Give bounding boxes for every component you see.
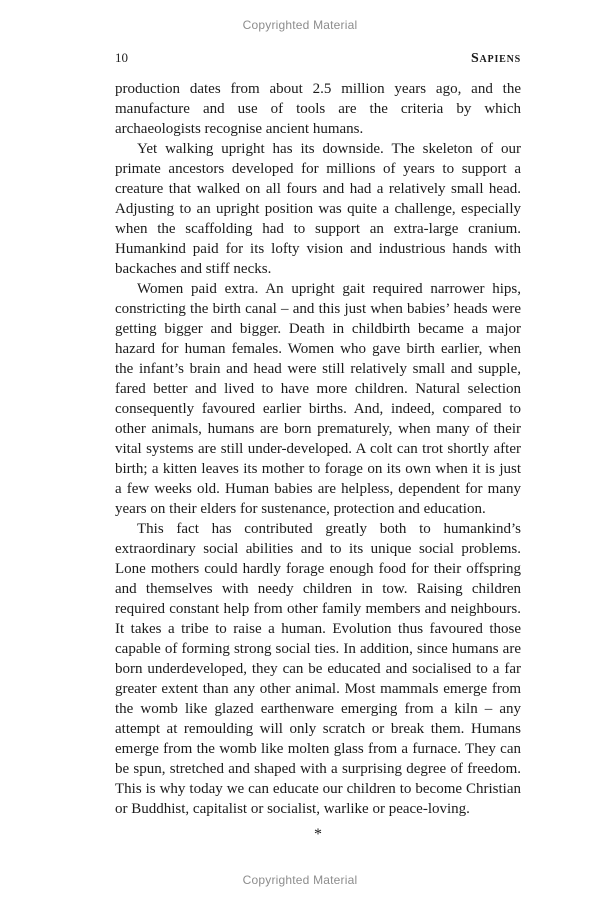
page-number: 10 (115, 50, 128, 65)
copyright-watermark-bottom: Copyrighted Material (242, 873, 358, 887)
section-break-asterisk: * (314, 826, 322, 843)
body-text-column (115, 79, 521, 845)
paragraph: This fact has contributed greatly both to humankind’s extraordinary social abilities and to its unique social problems. Lone mothers could hardly forage enough food for their offspring and themselves with needy children in tow. Raising children required constant help from other family members and neighbours. It takes a tribe to raise a human. Evolution thus favoured those capable of forming strong social ties. In addition, since humans are born underdeveloped, they can be educated and socialised to a far greater extent than any other animal. Most mammals emerge from the womb like glazed earthenware emerging from a kiln – any attempt at remoulding will only scratch or break them. Humans emerge from the womb like molten glass from a furnace. They can be spun, stretched and shaped with a surprising degree of freedom. This is why today we can educate our children to become Christian or Buddhist, capitalist or socialist, warlike or peace-loving. (115, 521, 521, 817)
paragraph: production dates from about 2.5 million years ago, and the manufacture and use of tools are the criteria by which archaeologists recognise ancient humans. (115, 81, 521, 137)
paragraph: Women paid extra. An upright gait required narrower hips, constricting the birth canal – and this just when babies’ heads were getting bigger and bigger. Death in childbirth became a major hazard for human females. Women who gave birth earlier, when the infant’s brain and head were still relatively small and supple, fared better and lived to have more children. Natural selection consequently favoured earlier births. And, indeed, compared to other animals, humans are born prematurely, when many of their vital systems are still under-developed. A colt can trot shortly after birth; a kitten leaves its mother to forage on its own when it is just a few weeks old. Human babies are helpless, dependent for many years on their elders for sustenance, protection and education. (115, 281, 521, 517)
running-title: Sapiens (470, 51, 521, 66)
copyright-watermark-top: Copyrighted Material (242, 18, 358, 32)
page-header (115, 50, 521, 67)
paragraph: Yet walking upright has its downside. The skeleton of our primate ancestors developed for millions of years to support a creature that walked on all fours and had a relatively small head. Adjusting to an upright position was quite a challenge, especially when the scaffolding had to support an extra-large cranium. Humankind paid for its lofty vision and industrious hands with backaches and stiff necks. (115, 141, 521, 277)
